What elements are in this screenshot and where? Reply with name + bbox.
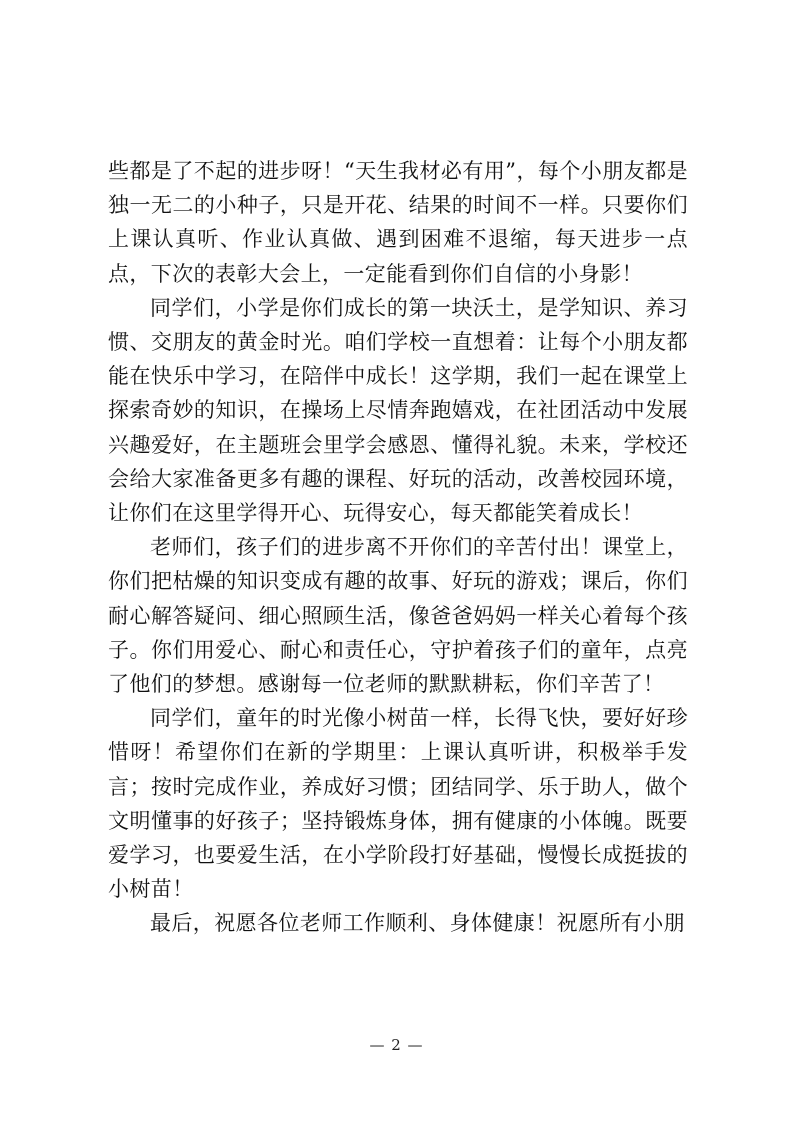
page-number: — 2 — [369, 1036, 424, 1054]
body-text [108, 154, 688, 941]
paragraph-school-growth: 同学们，小学是你们成长的第一块沃土，是学知识、养习惯、交朋友的黄金时光。咱们学校一直想着：让每个小朋友都能在快乐中学习，在陪伴中成长！这学期，我们一起在课堂上探索奇妙的知识，在操场上尽情奔跑嬉戏，在社团活动中发展兴趣爱好，在主题班会里学会感恩、懂得礼貌。未来，学校还会给大家准备更多有趣的课程、好玩的活动，改善校园环境，让你们在这里学得开心、玩得安心，每天都能笑着成长！ [108, 295, 688, 526]
paragraph-closing-wishes: 最后，祝愿各位老师工作顺利、身体健康！祝愿所有小朋 [150, 911, 685, 936]
paragraph-students-hopes: 同学们，童年的时光像小树苗一样，长得飞快，要好好珍惜呀！希望你们在新的学期里：上课认真听讲，积极举手发言；按时完成作业，养成好习惯；团结同学、乐于助人，做个文明懂事的好孩子；坚持锻炼身体，拥有健康的小体魄。既要爱学习，也要爱生活，在小学阶段打好基础，慢慢长成挺拔的小树苗！ [108, 706, 688, 902]
paragraph-continued: 些都是了不起的进步呀！“天生我材必有用”，每个小朋友都是独一无二的小种子，只是开花、结果的时间不一样。只要你们上课认真听、作业认真做、遇到困难不退缩，每天进步一点点，下次的表彰大会上，一定能看到你们自信的小身影！ [108, 159, 688, 286]
paragraph-teachers-thanks: 老师们，孩子们的进步离不开你们的辛苦付出！课堂上，你们把枯燥的知识变成有趣的故事、好玩的游戏；课后，你们耐心解答疑问、细心照顾生活，像爸爸妈妈一样关心着每个孩子。你们用爱心、耐心和责任心，守护着孩子们的童年，点亮了他们的梦想。感谢每一位老师的默默耕耘，你们辛苦了！ [108, 535, 688, 697]
